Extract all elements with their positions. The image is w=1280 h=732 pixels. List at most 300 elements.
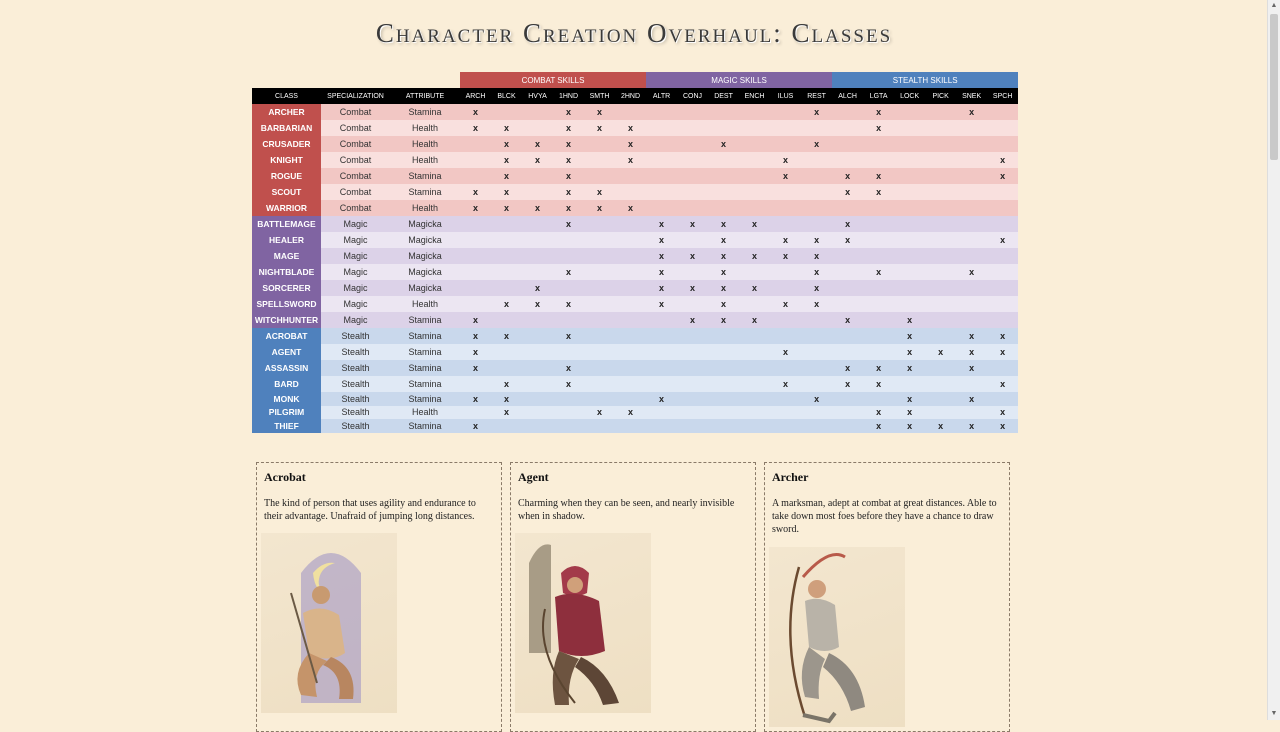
skill-cell <box>832 392 863 406</box>
skill-cell <box>894 296 925 312</box>
table-row <box>252 248 1018 264</box>
class-card-agent <box>510 462 756 732</box>
skill-cell: x <box>845 235 851 245</box>
skill-cell <box>522 232 553 248</box>
skill-cell <box>925 248 956 264</box>
table-row <box>252 328 1018 344</box>
skill-cell: x <box>845 187 851 197</box>
skill-cell <box>491 232 522 248</box>
class-name-cell: SPELLSWORD <box>252 296 321 312</box>
skill-cell <box>956 296 987 312</box>
skill-cell: x <box>1000 235 1006 245</box>
skill-cell: x <box>814 251 820 261</box>
skill-cell <box>677 406 708 420</box>
skill-cell <box>615 360 646 376</box>
specialization-cell: Stealth <box>341 331 370 341</box>
skill-cell <box>708 376 739 392</box>
skill-cell <box>646 104 677 120</box>
skill-cell <box>832 296 863 312</box>
column-header: ENCH <box>744 92 765 100</box>
scroll-down-arrow-icon[interactable]: ▼ <box>1270 710 1278 717</box>
skill-cell <box>925 392 956 406</box>
skill-cell <box>708 406 739 420</box>
attribute-cell: Magicka <box>408 235 442 245</box>
attribute-cell: Health <box>411 155 438 165</box>
skill-cell <box>832 406 863 420</box>
skill-cell: x <box>752 283 758 293</box>
skill-cell <box>708 184 739 200</box>
skill-cell <box>677 152 708 168</box>
skill-cell <box>522 392 553 406</box>
skill-cell <box>987 248 1018 264</box>
table-row <box>252 168 1018 184</box>
skill-cell <box>739 152 770 168</box>
skill-cell <box>708 120 739 136</box>
vertical-scrollbar[interactable] <box>1267 0 1280 720</box>
skill-cell: x <box>472 331 478 341</box>
skill-cell: x <box>596 407 602 418</box>
skill-cell <box>460 376 491 392</box>
card-title: Archer <box>772 470 809 484</box>
skill-cell: x <box>845 379 851 389</box>
skill-cell <box>770 392 801 406</box>
skill-cell: x <box>534 139 540 149</box>
specialization-cell: Stealth <box>341 379 370 389</box>
skill-cell <box>801 419 832 433</box>
skill-cell: x <box>659 283 665 293</box>
attribute-cell: Stamina <box>408 393 442 404</box>
skill-cell <box>863 136 894 152</box>
skill-cell <box>801 216 832 232</box>
archer-portrait <box>769 547 905 727</box>
column-header: ATTRIBUTE <box>405 92 445 100</box>
skill-cell: x <box>628 155 634 165</box>
skill-cell: x <box>565 379 571 389</box>
skill-cell <box>925 406 956 420</box>
skill-cell <box>863 392 894 406</box>
skill-cell <box>956 232 987 248</box>
skill-cell <box>708 200 739 216</box>
skill-cell: x <box>565 299 571 309</box>
attribute-cell: Health <box>411 123 438 133</box>
skill-cell <box>894 152 925 168</box>
skill-cell <box>956 200 987 216</box>
skill-cell <box>894 184 925 200</box>
skill-cell <box>894 232 925 248</box>
column-header: LOCK <box>900 92 920 100</box>
skill-cell <box>956 216 987 232</box>
table-row <box>252 344 1018 360</box>
skill-cell <box>460 296 491 312</box>
skill-cell: x <box>503 171 509 181</box>
skill-cell: x <box>969 420 975 431</box>
skill-cell: x <box>814 393 820 404</box>
skill-cell <box>522 419 553 433</box>
skill-cell: x <box>907 407 913 418</box>
skill-cell: x <box>1000 420 1006 431</box>
table-row <box>252 200 1018 216</box>
skill-cell <box>646 312 677 328</box>
skill-cell: x <box>596 123 602 133</box>
skill-cell <box>863 328 894 344</box>
skill-cell <box>739 419 770 433</box>
column-header: ALCH <box>838 92 857 100</box>
attribute-cell: Stamina <box>408 107 442 117</box>
agent-portrait <box>515 533 651 713</box>
skill-cell <box>522 120 553 136</box>
attribute-cell: Health <box>411 299 438 309</box>
skill-cell: x <box>814 267 820 277</box>
skill-cell <box>925 376 956 392</box>
skill-cell <box>770 328 801 344</box>
skill-cell <box>770 419 801 433</box>
skill-cell <box>460 216 491 232</box>
skill-cell <box>646 360 677 376</box>
table-row <box>252 136 1018 152</box>
attribute-cell: Stamina <box>408 331 442 341</box>
skill-cell: x <box>907 315 913 325</box>
card-description: The kind of person that uses agility and endurance to their advantage. Unafraid of jumping long distances. <box>264 498 476 522</box>
skill-cell <box>615 392 646 406</box>
skill-cell: x <box>938 420 944 431</box>
column-header: CONJ <box>683 92 703 100</box>
skill-cell: x <box>659 267 665 277</box>
skill-cell: x <box>565 139 571 149</box>
skill-cell <box>491 360 522 376</box>
skill-cell: x <box>565 123 571 133</box>
group-header-magic: MAGIC SKILLS <box>646 72 832 88</box>
skill-cell <box>615 344 646 360</box>
skill-cell <box>646 328 677 344</box>
classes-table <box>252 72 1018 433</box>
attribute-cell: Stamina <box>408 420 442 431</box>
skill-cell <box>832 328 863 344</box>
skill-cell <box>615 264 646 280</box>
skill-cell: x <box>783 235 789 245</box>
specialization-cell: Magic <box>343 219 368 229</box>
specialization-cell: Combat <box>339 203 372 213</box>
skill-cell <box>460 406 491 420</box>
skill-cell: x <box>565 363 571 373</box>
group-header-stealth: STEALTH SKILLS <box>832 72 1018 88</box>
skill-cell <box>863 248 894 264</box>
skill-cell <box>770 216 801 232</box>
skill-cell: x <box>814 299 820 309</box>
skill-cell <box>460 232 491 248</box>
skill-cell <box>553 280 584 296</box>
attribute-cell: Magicka <box>408 251 442 261</box>
skill-cell <box>925 200 956 216</box>
skill-cell <box>491 264 522 280</box>
skill-cell <box>708 168 739 184</box>
skill-cell <box>987 296 1018 312</box>
skill-cell <box>553 232 584 248</box>
skill-cell <box>460 280 491 296</box>
skill-cell <box>956 280 987 296</box>
class-name-cell: THIEF <box>252 419 321 433</box>
skill-cell: x <box>969 363 975 373</box>
skill-cell <box>646 419 677 433</box>
class-name-cell: SORCERER <box>252 280 321 296</box>
skill-cell <box>646 168 677 184</box>
skill-cell <box>925 296 956 312</box>
group-header-combat: COMBAT SKILLS <box>460 72 646 88</box>
specialization-cell: Magic <box>343 283 368 293</box>
skill-cell <box>584 328 615 344</box>
skill-cell: x <box>721 235 727 245</box>
skill-cell: x <box>783 347 789 357</box>
class-name-cell: HEALER <box>252 232 321 248</box>
skill-cell <box>925 168 956 184</box>
skill-cell <box>770 104 801 120</box>
scroll-up-arrow-icon[interactable]: ▲ <box>1270 2 1278 9</box>
skill-cell <box>584 152 615 168</box>
column-header: PICK <box>932 92 949 100</box>
skill-cell <box>894 200 925 216</box>
skill-cell <box>925 216 956 232</box>
skill-cell <box>739 360 770 376</box>
class-name-cell: ACROBAT <box>252 328 321 344</box>
skill-cell <box>801 152 832 168</box>
skill-cell <box>987 136 1018 152</box>
skill-cell: x <box>628 139 634 149</box>
skill-cell <box>770 264 801 280</box>
skill-cell <box>801 184 832 200</box>
skill-cell: x <box>1000 347 1006 357</box>
class-name-cell: MAGE <box>252 248 321 264</box>
skill-cell <box>584 344 615 360</box>
table-row <box>252 216 1018 232</box>
skill-cell: x <box>472 187 478 197</box>
specialization-cell: Combat <box>339 155 372 165</box>
skill-cell <box>956 152 987 168</box>
skill-cell: x <box>565 171 571 181</box>
skill-cell <box>491 344 522 360</box>
skill-cell: x <box>876 379 882 389</box>
specialization-cell: Combat <box>339 123 372 133</box>
card-description: A marksman, adept at combat at great distances. Able to take down most foes before they have a chance to draw sword. <box>772 498 997 535</box>
class-name-cell: ASSASSIN <box>252 360 321 376</box>
skill-cell <box>677 328 708 344</box>
class-card-acrobat <box>256 462 502 732</box>
skill-cell <box>491 104 522 120</box>
skill-cell <box>832 152 863 168</box>
skill-cell: x <box>783 251 789 261</box>
skill-cell: x <box>752 251 758 261</box>
skill-cell: x <box>1000 407 1006 418</box>
column-header: SNEK <box>962 92 982 100</box>
column-header-row <box>252 88 1018 104</box>
skill-cell: x <box>876 123 882 133</box>
skill-cell <box>615 376 646 392</box>
table-row <box>252 184 1018 200</box>
class-name-cell: BATTLEMAGE <box>252 216 321 232</box>
skill-cell: x <box>503 379 509 389</box>
skill-cell <box>770 120 801 136</box>
skill-cell <box>832 248 863 264</box>
skill-cell <box>801 376 832 392</box>
skill-cell <box>832 344 863 360</box>
skill-cell <box>646 136 677 152</box>
skill-cell <box>801 344 832 360</box>
skill-cell: x <box>472 363 478 373</box>
attribute-cell: Health <box>411 139 438 149</box>
table-row <box>252 120 1018 136</box>
skill-cell: x <box>503 187 509 197</box>
skill-cell: x <box>503 299 509 309</box>
card-description: Charming when they can be seen, and nearly invisible when in shadow. <box>518 498 735 522</box>
specialization-cell: Magic <box>343 315 368 325</box>
table-row <box>252 280 1018 296</box>
skill-cell <box>677 344 708 360</box>
skill-cell <box>770 200 801 216</box>
attribute-cell: Stamina <box>408 171 442 181</box>
skill-cell: x <box>783 299 789 309</box>
skill-cell: x <box>876 407 882 418</box>
skill-cell: x <box>503 331 509 341</box>
skill-cell: x <box>503 407 509 418</box>
skill-cell: x <box>628 123 634 133</box>
skill-cell: x <box>565 331 571 341</box>
specialization-cell: Magic <box>343 235 368 245</box>
skill-cell: x <box>565 203 571 213</box>
table-row <box>252 419 1018 433</box>
skill-cell <box>522 328 553 344</box>
skill-cell: x <box>814 107 820 117</box>
skill-cell <box>553 406 584 420</box>
skill-cell: x <box>721 139 727 149</box>
skill-cell: x <box>907 393 913 404</box>
skill-cell <box>708 392 739 406</box>
skill-cell <box>925 152 956 168</box>
skill-cell <box>677 419 708 433</box>
skill-cell <box>584 248 615 264</box>
skill-cell: x <box>907 347 913 357</box>
skill-cell <box>615 419 646 433</box>
skill-cell: x <box>721 283 727 293</box>
skill-cell <box>677 200 708 216</box>
skill-cell <box>770 312 801 328</box>
skill-cell <box>553 419 584 433</box>
skill-cell <box>584 376 615 392</box>
skill-cell <box>770 280 801 296</box>
class-name-cell: AGENT <box>252 344 321 360</box>
skill-cell <box>739 392 770 406</box>
skill-cell: x <box>565 267 571 277</box>
skill-cell <box>460 152 491 168</box>
skill-cell <box>460 264 491 280</box>
skill-cell <box>894 216 925 232</box>
skill-cell: x <box>969 393 975 404</box>
skill-cell: x <box>534 283 540 293</box>
skill-cell: x <box>845 315 851 325</box>
skill-cell <box>894 168 925 184</box>
skill-cell: x <box>534 155 540 165</box>
skill-cell <box>708 360 739 376</box>
skill-cell <box>894 136 925 152</box>
skill-cell: x <box>472 420 478 431</box>
skill-cell <box>987 104 1018 120</box>
skill-cell <box>584 280 615 296</box>
skill-cell <box>832 136 863 152</box>
skill-cell <box>522 104 553 120</box>
skill-cell <box>801 120 832 136</box>
skill-cell: x <box>690 283 696 293</box>
skill-cell: x <box>534 203 540 213</box>
skill-cell <box>987 200 1018 216</box>
skill-cell <box>739 232 770 248</box>
skill-cell <box>584 168 615 184</box>
skill-cell: x <box>969 267 975 277</box>
skill-cell <box>801 168 832 184</box>
class-name-cell: WARRIOR <box>252 200 321 216</box>
skill-cell <box>801 406 832 420</box>
table-row <box>252 264 1018 280</box>
skill-cell <box>677 264 708 280</box>
skill-cell <box>522 406 553 420</box>
class-name-cell: CRUSADER <box>252 136 321 152</box>
skill-cell: x <box>876 171 882 181</box>
skill-cell <box>770 406 801 420</box>
skill-cell <box>925 264 956 280</box>
skill-cell <box>894 376 925 392</box>
skill-cell: x <box>596 187 602 197</box>
skill-cell <box>832 104 863 120</box>
skill-cell <box>522 264 553 280</box>
skill-cell <box>677 232 708 248</box>
skill-cell <box>925 136 956 152</box>
skill-cell <box>615 280 646 296</box>
skill-cell <box>460 168 491 184</box>
skill-cell: x <box>534 299 540 309</box>
skill-cell: x <box>876 267 882 277</box>
skill-cell: x <box>969 331 975 341</box>
skill-cell: x <box>503 155 509 165</box>
specialization-cell: Stealth <box>341 347 370 357</box>
skill-cell <box>491 312 522 328</box>
specialization-cell: Combat <box>339 187 372 197</box>
skill-cell <box>832 419 863 433</box>
skill-cell <box>956 168 987 184</box>
skill-cell <box>615 328 646 344</box>
class-name-cell: BARBARIAN <box>252 120 321 136</box>
skill-cell <box>522 216 553 232</box>
skill-cell <box>646 406 677 420</box>
skill-cell <box>956 184 987 200</box>
skill-cell <box>739 328 770 344</box>
skill-cell <box>987 312 1018 328</box>
skill-cell <box>832 200 863 216</box>
specialization-cell: Stealth <box>341 420 370 431</box>
class-name-cell: WITCHHUNTER <box>252 312 321 328</box>
skill-cell <box>615 248 646 264</box>
skill-cell: x <box>472 393 478 404</box>
skill-group-row <box>252 72 1018 88</box>
column-header: HVYA <box>528 92 547 100</box>
skill-cell <box>739 264 770 280</box>
skill-cell <box>739 168 770 184</box>
skill-cell: x <box>690 251 696 261</box>
skill-cell <box>584 296 615 312</box>
skill-cell <box>491 216 522 232</box>
column-header: REST <box>807 92 826 100</box>
skill-cell <box>925 360 956 376</box>
skill-cell: x <box>472 203 478 213</box>
skill-cell <box>801 360 832 376</box>
column-header: BLCK <box>497 92 516 100</box>
scroll-thumb[interactable] <box>1270 14 1278 160</box>
table-row <box>252 360 1018 376</box>
